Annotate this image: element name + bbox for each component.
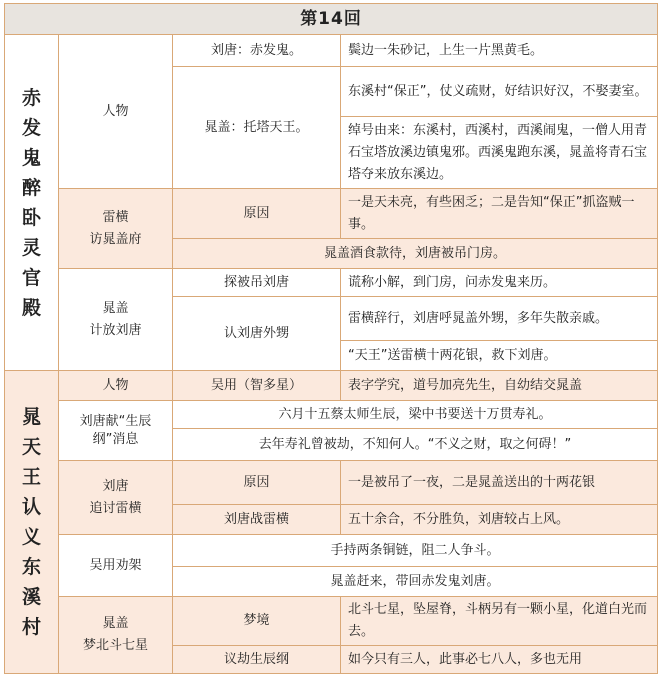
sub-item: 刘唐战雷横: [173, 505, 341, 535]
detail-cell: 一是天未亮，有些困乏；二是告知“保正”抓盗贼一事。: [341, 189, 658, 239]
sub-item: 原因: [173, 461, 341, 505]
sub-item: 原因: [173, 189, 341, 239]
detail-cell: 一是被吊了一夜，二是晁盖送出的十两花银: [341, 461, 658, 505]
detail-cell: 北斗七星，坠屋脊，斗柄另有一颗小星，化道白光而去。: [341, 597, 658, 646]
detail-cell: 五十余合，不分胜负，刘唐较占上风。: [341, 505, 658, 535]
detail-cell: 如今只有三人，此事必七八人，多也无用: [341, 646, 658, 674]
sub-item: 刘唐：赤发鬼。: [173, 35, 341, 67]
detail-cell: 东溪村“保正”，仗义疏财，好结识好汉，不娶妻室。: [341, 67, 658, 117]
sub-item: 探被吊刘唐: [173, 269, 341, 297]
detail-cell: 鬓边一朱砂记，上生一片黑黄毛。: [341, 35, 658, 67]
detail-cell: 表字学究，道号加亮先生，自幼结交晁盖: [341, 371, 658, 401]
sub-item: 吴用（智多星）: [173, 371, 341, 401]
detail-cell: 手持两条铜链，阻二人争斗。: [173, 535, 658, 567]
section-heading: 赤发鬼醉卧灵官殿: [5, 35, 59, 371]
group-label: 晁盖 计放刘唐: [59, 269, 173, 371]
group-label: 人物: [59, 35, 173, 189]
section-heading: 晁天王认义东溪村: [5, 371, 59, 674]
detail-cell: 谎称小解，到门房，问赤发鬼来历。: [341, 269, 658, 297]
group-label: 刘唐献“生辰纲”消息: [59, 401, 173, 461]
detail-cell: 雷横辞行，刘唐呼晁盖外甥，多年失散亲戚。: [341, 297, 658, 341]
group-label: 晁盖 梦北斗七星: [59, 597, 173, 674]
sub-item: 议劫生辰纲: [173, 646, 341, 674]
detail-cell: 去年寿礼曾被劫，不知何人。“不义之财，取之何碍！”: [173, 429, 658, 461]
detail-cell: 晁盖赶来，带回赤发鬼刘唐。: [173, 567, 658, 597]
detail-cell: 绰号由来：东溪村，西溪村，西溪闹鬼，一僧人用青石宝塔放溪边镇鬼邪。西溪鬼跑东溪，晁盖将青石宝塔夺来放东溪边。: [341, 117, 658, 189]
sub-item: 认刘唐外甥: [173, 297, 341, 371]
group-label: 吴用劝架: [59, 535, 173, 597]
sub-item: 晁盖：托塔天王。: [173, 67, 341, 189]
sub-item: 梦境: [173, 597, 341, 646]
group-label: 刘唐 追讨雷横: [59, 461, 173, 535]
table-title: 第14回: [5, 4, 658, 35]
group-label: 人物: [59, 371, 173, 401]
detail-cell: 六月十五蔡太师生辰，梁中书要送十万贯寿礼。: [173, 401, 658, 429]
detail-cell: 晁盖酒食款待，刘唐被吊门房。: [173, 239, 658, 269]
group-label: 雷横 访晁盖府: [59, 189, 173, 269]
chapter-table: [4, 3, 658, 674]
detail-cell: “天王”送雷横十两花银，救下刘唐。: [341, 341, 658, 371]
